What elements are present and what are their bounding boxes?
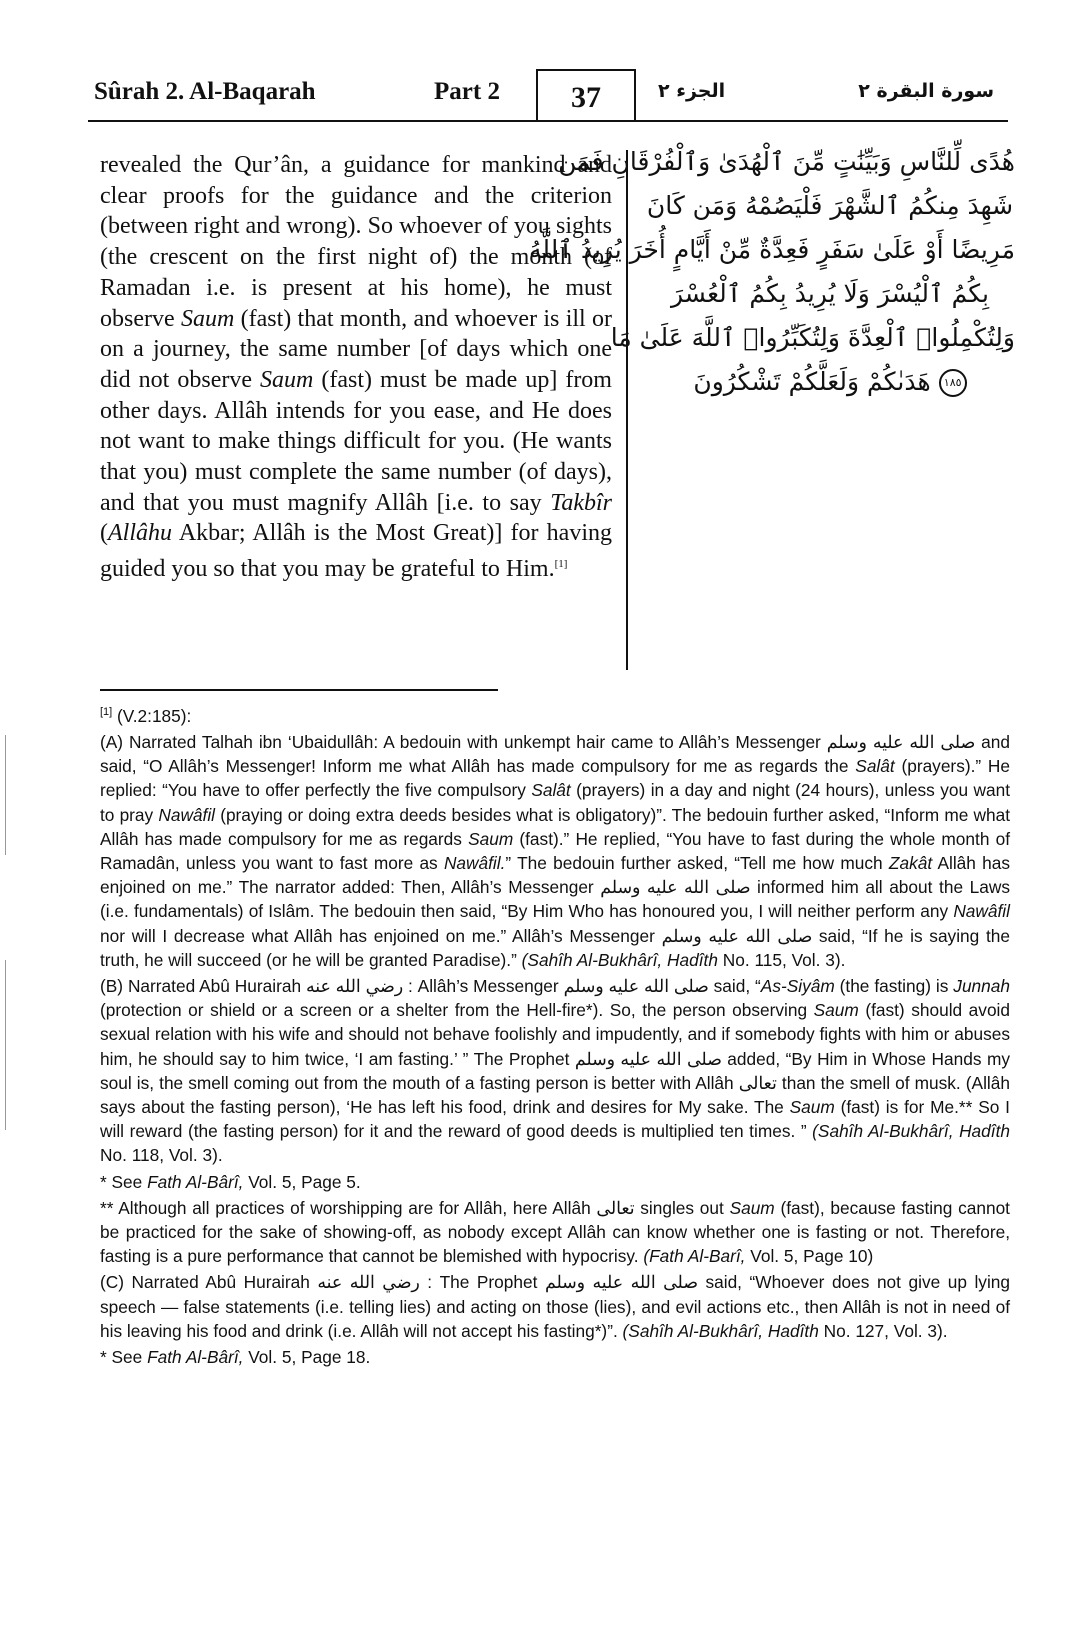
translation-text: (fast) that month, and whoever is ill or on a journey, the same number [of days which one did not observe — [100, 305, 613, 393]
term-saum: Saum — [260, 366, 314, 393]
citation: (Sahîh Al-Bukhârî, Hadîth — [812, 1121, 1010, 1142]
honorific-arabic: تعالى — [738, 1072, 777, 1093]
honorific-arabic: رضي الله عنه — [305, 976, 404, 996]
hadith-text: said, “Whoever does not give up lying speech — false statements (i.e. telling lies) and acting on those (lies), and evil actions etc., then Allâh is not in need of his leaving his food and drink (i.e. Allâh will not accept his fasting*)”. — [100, 1272, 1011, 1341]
hadith-text: No. 127, Vol. 3). — [818, 1320, 948, 1341]
hadith-text: (the fasting) is — [834, 976, 954, 996]
footnote-verse-ref: (V.2:185): — [112, 705, 192, 726]
note-text: * See — [100, 1171, 148, 1192]
term-saum: Saum — [180, 305, 235, 332]
ayah-number-marker: ١٨٥ — [939, 369, 967, 397]
hadith-text: added, “By Him in Whose Hands my soul is, the smell coming out from the mouth of a fasting person is better with Allâh — [100, 1048, 1010, 1093]
citation: (Sahîh Al-Bukhârî, Hadîth — [521, 949, 718, 970]
hadith-text: No. 115, Vol. 3). — [717, 949, 846, 970]
margin-mark — [5, 735, 6, 855]
citation: Fath Al-Bârî, — [147, 1347, 244, 1368]
citation: (Sahîh Al-Bukhârî, Hadîth — [622, 1320, 819, 1341]
translation-text: revealed the Qur’ân, a guidance for mankind and clear proofs for the guidance and the criterion (between right and wrong). So whoever of you sights (the crescent on the first night of) the month (of Ramadan i.e. is present at his home), he must observe — [100, 152, 612, 332]
hadith-text: (prayers).” He replied: “You have to offer perfectly the five compulsory — [100, 756, 1010, 801]
translation-paragraph — [100, 150, 612, 585]
hadith-b — [100, 974, 1010, 1168]
hadith-text: (prayers) in a day and night (24 hours), unless you want to pray — [100, 780, 1011, 825]
hadith-text: nor will I decrease what Allâh has enjoined on me.” Allâh’s Messenger — [100, 925, 662, 946]
salutation-arabic: صلى الله عليه وسلم — [544, 1272, 698, 1293]
arabic-verse-text — [528, 140, 1015, 404]
arabic-line-last — [645, 360, 1015, 404]
salutation-arabic: صلى الله عليه وسلم — [574, 1048, 722, 1069]
honorific-arabic: تعالى — [596, 1197, 635, 1218]
margin-mark — [5, 960, 6, 1130]
term-takbir: Takbîr — [550, 489, 612, 516]
term: Nawâfil — [953, 901, 1010, 922]
term: Nawâfil — [158, 804, 216, 825]
hadith-text: (C) Narrated Abû Hurairah — [100, 1272, 318, 1293]
translation-text: ( — [100, 520, 108, 547]
term: Zakât — [888, 852, 933, 873]
page-number: 37 — [571, 81, 601, 114]
hadith-a — [100, 730, 1010, 972]
translation-text: Akbar; Allâh is the Most Great)] for having guided you so that you may be grateful to Him. — [100, 520, 612, 583]
footnote-marker: [1] — [100, 706, 113, 718]
part-label-arabic: الجزء ٢ — [658, 80, 726, 102]
hadith-text: (fast) should avoid sexual relation with his wife and should not behave foolishly and impudently, and if somebody fights with him or abuses him, he should say to him twice, ‘I am fasting.’ ” The Prophet — [100, 1000, 1010, 1069]
honorific-arabic: رضي الله عنه — [317, 1272, 420, 1293]
footnotes-section — [100, 700, 1010, 1371]
arabic-line: وَلِتُكْمِلُوا۟ ٱلْعِدَّةَ وَلِتُكَبِّرُوا۟ ٱللَّهَ عَلَىٰ مَا — [610, 323, 1015, 352]
term: Saum — [729, 1197, 775, 1218]
page-number-box — [536, 69, 636, 121]
term: Saum — [789, 1097, 835, 1118]
term: As-Siyâm — [760, 976, 835, 996]
note-2 — [100, 1196, 1010, 1269]
hadith-text: (fast).” He replied, “You have to fast during the whole month of Ramadân, unless you want to fast more as — [100, 828, 1010, 873]
term: Nawâfil. — [443, 852, 506, 873]
term-allahu: Allâhu — [108, 520, 172, 547]
hadith-text: ” The bedouin further asked, “Tell me how much — [505, 852, 889, 873]
note-3 — [100, 1345, 1010, 1369]
hadith-text: No. 118, Vol. 3). — [100, 1145, 223, 1166]
note-text: (fast), because fasting cannot be practiced for the sake of showing-off, as nobody except Allâh can know whether one is fasting or not. Therefore, fasting is a pure performance that cannot be blemished with hypocrisy. — [100, 1197, 1010, 1267]
note-1 — [100, 1170, 1010, 1194]
note-text: Vol. 5, Page 18. — [243, 1347, 371, 1368]
salutation-arabic: صلى الله عليه وسلم — [563, 976, 709, 996]
hadith-text: (A) Narrated Talhah ibn ‘Ubaidullâh: A bedouin with unkempt hair came to Allâh’s Messenger — [100, 731, 827, 752]
hadith-text: than the smell of musk. (Allâh says about the fasting person), ‘He has left his food, drink and desires for My sake. The — [100, 1072, 1010, 1118]
term: Salât — [531, 780, 571, 801]
term: Saum — [468, 828, 514, 849]
hadith-text: (praying or doing extra deeds besides what is obligatory)”. The bedouin further asked, “Inform me what Allâh has made compulsory for me as regards — [100, 804, 1010, 849]
note-text: Vol. 5, Page 10) — [745, 1246, 874, 1267]
hadith-text: said, “If he is saying the truth, he will succeed (or he will be granted Paradise).” — [100, 925, 1010, 970]
salutation-arabic: صلى الله عليه وسلم — [600, 877, 751, 898]
note-text: singles out — [634, 1197, 730, 1218]
footnote-reference[interactable]: [1] — [554, 558, 568, 571]
term: Salât — [855, 756, 895, 777]
surah-title-arabic: سورة البقرة ٢ — [858, 80, 994, 102]
arabic-line: شَهِدَ مِنكُمُ ٱلشَّهْرَ فَلْيَصُمْهُ وَمَن كَانَ — [646, 191, 1014, 220]
footnote-heading — [100, 700, 1010, 728]
arabic-line: مَرِيضًا أَوْ عَلَىٰ سَفَرٍ فَعِدَّةٌ مِّنْ أَيَّامٍ أُخَرَ يُرِيدُ ٱللَّهُ — [528, 235, 1015, 264]
hadith-text: and said, “O Allâh’s Messenger! Inform me what Allâh has made compulsory for me as regards the — [100, 731, 1010, 777]
surah-title-english: Sûrah 2. Al-Baqarah — [94, 78, 316, 105]
salutation-arabic: صلى الله عليه وسلم — [826, 731, 976, 752]
note-text: ** Although all practices of worshipping are for Allâh, here Allâh — [100, 1197, 597, 1218]
arabic-line: بِكُمُ ٱلْيُسْرَ وَلَا يُرِيدُ بِكُمُ ٱلْعُسْرَ — [670, 279, 990, 308]
salutation-arabic: صلى الله عليه وسلم — [661, 925, 813, 946]
hadith-text: : Allâh’s Messenger — [403, 976, 564, 996]
hadith-text: : The Prophet — [419, 1272, 545, 1293]
hadith-text: (protection or shield or a screen or a shelter from the Hell-fire*). So, the person observing — [100, 1000, 814, 1021]
citation: (Fath Al-Barî, — [643, 1246, 746, 1267]
citation: Fath Al-Bârî, — [147, 1171, 244, 1192]
hadith-text: (fast) is for Me.** So I will reward (the fasting person) for it and the reward of good deeds is multiplied ten times. ” — [100, 1097, 1010, 1142]
note-text: * See — [100, 1347, 148, 1368]
translation-text: (fast) must be made up] from other days. Allâh intends for you ease, and He does not want to make things difficult for you. (He wants that you) must complete the same number (of days), and that you must magnify Allâh [i.e. to say — [100, 366, 612, 516]
page-header — [88, 66, 1008, 122]
part-label-english: Part 2 — [434, 78, 500, 105]
hadith-text: said, “ — [708, 976, 761, 996]
footnote-separator — [100, 689, 498, 691]
term: Saum — [813, 1000, 859, 1021]
hadith-text: (B) Narrated Abû Hurairah — [100, 976, 306, 996]
arabic-line: هُدًى لِّلنَّاسِ وَبَيِّنَٰتٍ مِّنَ ٱلْهُدَىٰ وَٱلْفُرْقَانِ فَمَن — [558, 147, 1015, 176]
term: Junnah — [953, 976, 1010, 996]
hadith-text: informed him all about the Laws (i.e. fundamentals) of Islâm. The bedouin then said, “By Him Who has honoured you, I will neither perform any — [100, 877, 1010, 922]
english-translation — [100, 150, 612, 585]
arabic-line-text: هَدَىٰكُمْ وَلَعَلَّكُمْ تَشْكُرُونَ — [693, 367, 931, 396]
hadith-c — [100, 1270, 1010, 1343]
note-text: Vol. 5, Page 5. — [243, 1171, 361, 1192]
hadith-text: Allâh has enjoined on me.” The narrator added: Then, Allâh’s Messenger — [100, 852, 1010, 898]
